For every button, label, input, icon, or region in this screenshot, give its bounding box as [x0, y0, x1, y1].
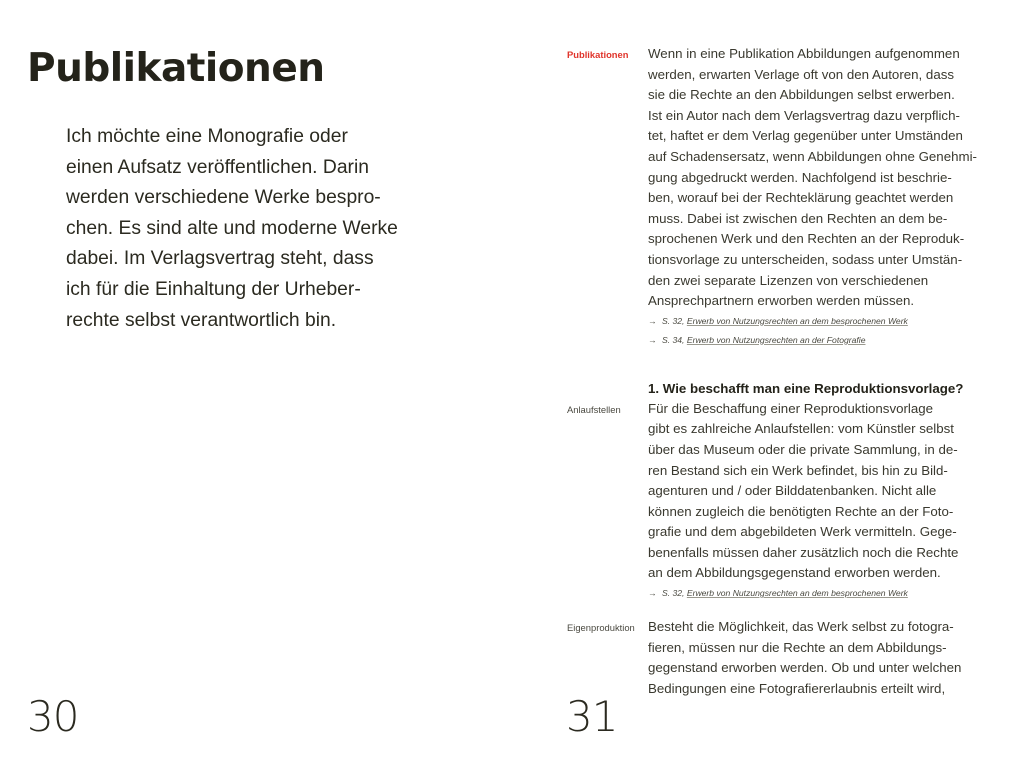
page-number-left: 30	[27, 692, 79, 741]
xref-page: S. 32,	[661, 588, 685, 599]
section-eigenproduktion	[567, 617, 1012, 699]
arrow-right-icon: →	[648, 315, 657, 326]
section-publikationen	[567, 44, 1012, 350]
section-heading: 1. Wie beschafft man eine Reproduktionsvorlage?	[648, 380, 964, 396]
right-page	[567, 44, 1012, 699]
body-paragraph-anlaufstellen: Für die Beschaffung einer Reproduktionsvorlage gibt es zahlreiche Anlaufstellen: vom Künstler selbst über das Museum oder die private Sammlung, in de- ren Bestand sich ein Werk befindet, bis hin zu Bild- agenturen und / oder Bilddatenbanken. Nicht alle können zugleich die benötigten Rechte an der Foto- grafie und dem abgebildeten Werk vermitteln. Gege- benenfalls müssen daher zusätzlich noch die Rechte an dem Abbildungsgegenstand erworben werden.	[648, 400, 959, 581]
xref-link[interactable]: Erwerb von Nutzungsrechten an der Fotografie	[686, 334, 866, 345]
spacer	[567, 603, 1012, 617]
page-number-right: 31	[566, 692, 618, 741]
spacer	[567, 350, 1012, 379]
page-title: Publikationen	[27, 46, 325, 91]
intro-paragraph: Ich möchte eine Monografie oder einen Aufsatz veröffentlichen. Darin werden verschiedene Werke bespro- chen. Es sind alte und moderne Werke dabei. Im Verlagsvertrag steht, dass ich für die Einhaltung der Urheber- rechte selbst verantwortlich bin.	[66, 126, 398, 331]
margin-label-eigenproduktion: Eigenproduktion	[567, 622, 635, 634]
xref-page: S. 34,	[661, 334, 685, 345]
xref-link[interactable]: Erwerb von Nutzungsrechten an dem besprochenen Werk	[686, 588, 908, 599]
cross-reference[interactable]	[648, 584, 1012, 603]
margin-label-publikationen: Publikationen	[567, 49, 629, 60]
margin-label-anlaufstellen: Anlaufstellen	[567, 403, 621, 415]
xref-link[interactable]: Erwerb von Nutzungsrechten an dem besprochenen Werk	[686, 315, 908, 326]
cross-reference[interactable]	[648, 312, 1012, 331]
arrow-right-icon: →	[648, 334, 657, 345]
cross-reference[interactable]	[648, 331, 1012, 350]
arrow-right-icon: →	[648, 588, 657, 599]
body-paragraph-eigenproduktion: Besteht die Möglichkeit, das Werk selbst zu fotogra- fieren, müssen nur die Rechte an dem Abbildungs- gegenstand erworben werden. Ob und unter welchen Bedingungen eine Fotografiererlaubnis erteilt wird,	[648, 619, 962, 696]
section-content	[648, 617, 1012, 699]
xref-page: S. 32,	[661, 315, 685, 326]
body-paragraph-publikationen: Wenn in eine Publikation Abbildungen aufgenommen werden, erwarten Verlage oft von den Autoren, dass sie die Rechte an den Abbildungen selbst erwerben. Ist ein Autor nach dem Verlagsvertrag dazu verpflich- tet, haftet er dem Verlag gegenüber unter Umständen auf Schadensersatz, wenn Abbildungen ohne Genehmi- gung abgedruckt werden. Nachfolgend ist beschrie- ben, worauf bei der Rechteklärung geachtet werden muss. Dabei ist zwischen den Rechten an dem be- sprochenen Werk und den Rechten an der Reproduk- tionsvorlage zu unterscheiden, sodass unter Umstän- den zwei separate Lizenzen von verschiedenen Ansprechpartnern erworben werden müssen.	[648, 46, 977, 309]
section-anlaufstellen	[567, 399, 1012, 603]
section-content	[648, 44, 1012, 350]
section-content	[648, 399, 1012, 603]
